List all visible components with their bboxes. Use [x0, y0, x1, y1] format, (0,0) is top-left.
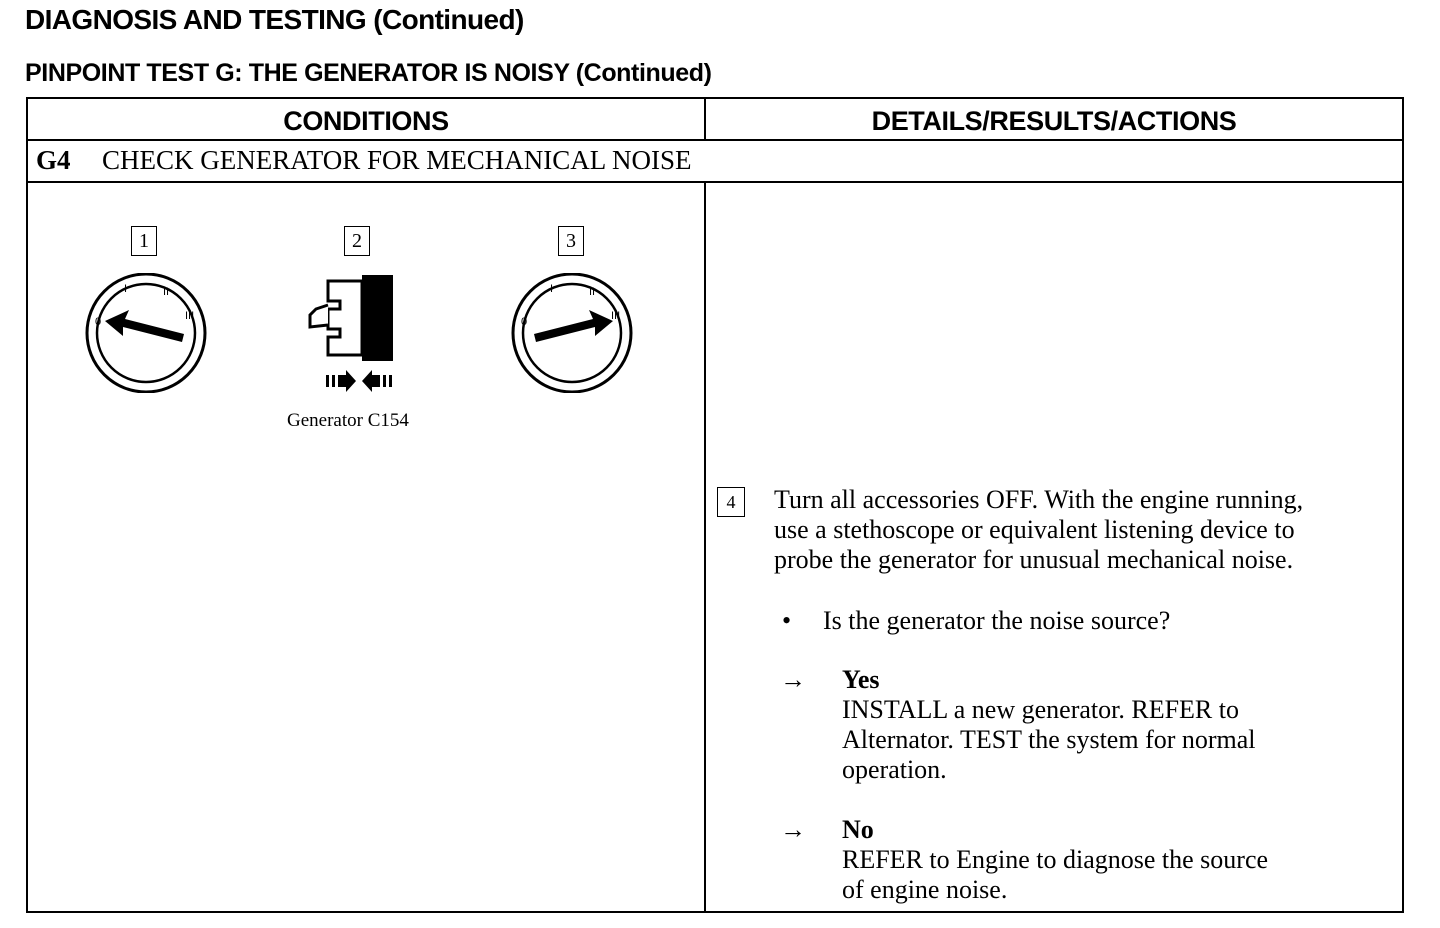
arrow-right-icon: →	[780, 665, 806, 694]
connector-disconnect-icon	[306, 271, 400, 395]
illustration-number-3: 3	[558, 226, 584, 256]
svg-text:III: III	[185, 310, 195, 322]
page-title: DIAGNOSIS AND TESTING (Continued)	[25, 4, 524, 35]
column-header-conditions: CONDITIONS	[283, 106, 449, 136]
instruction-line: probe the generator for unusual mechanical noise.	[774, 545, 1294, 574]
arrow-right-icon: →	[780, 815, 806, 844]
ignition-switch-off-icon	[81, 273, 211, 393]
no-label: No	[842, 815, 874, 844]
step-number-box: 4	[717, 487, 745, 517]
yes-action-line: operation.	[842, 755, 947, 784]
row-divider	[28, 181, 1402, 183]
svg-text:III: III	[611, 310, 621, 322]
no-result	[842, 815, 1382, 905]
connector-caption: Generator C154	[287, 410, 409, 431]
column-divider	[704, 99, 706, 141]
instruction-text	[774, 485, 1394, 575]
column-header-details: DETAILS/RESULTS/ACTIONS	[871, 106, 1237, 136]
svg-text:0: 0	[95, 316, 102, 328]
instruction-line: use a stethoscope or equivalent listening device to	[774, 515, 1295, 544]
yes-action-line: Alternator. TEST the system for normal	[842, 725, 1256, 754]
question-text: Is the generator the noise source?	[823, 606, 1171, 635]
step-title: CHECK GENERATOR FOR MECHANICAL NOISE	[102, 145, 692, 175]
yes-label: Yes	[842, 665, 880, 694]
no-action-line: of engine noise.	[842, 875, 1008, 904]
no-action-line: REFER to Engine to diagnose the source	[842, 845, 1269, 874]
step-header	[36, 145, 692, 176]
step-code: G4	[36, 145, 71, 175]
svg-text:0: 0	[521, 316, 528, 328]
yes-action-line: INSTALL a new generator. REFER to	[842, 695, 1239, 724]
illustration-number-2: 2	[344, 226, 370, 256]
svg-text:I: I	[124, 283, 128, 295]
column-divider	[704, 183, 706, 911]
pinpoint-test-title: PINPOINT TEST G: THE GENERATOR IS NOISY (Continued)	[25, 59, 712, 87]
svg-text:II: II	[163, 286, 170, 298]
svg-text:II: II	[589, 286, 596, 298]
instruction-line: Turn all accessories OFF. With the engine running,	[774, 485, 1304, 514]
ignition-switch-run-icon	[507, 273, 637, 393]
svg-text:I: I	[550, 283, 554, 295]
row-divider	[28, 139, 1402, 141]
pinpoint-test-table	[26, 97, 1404, 913]
yes-result	[842, 665, 1382, 785]
illustration-number-1: 1	[131, 226, 157, 256]
bullet-icon: •	[782, 606, 792, 635]
